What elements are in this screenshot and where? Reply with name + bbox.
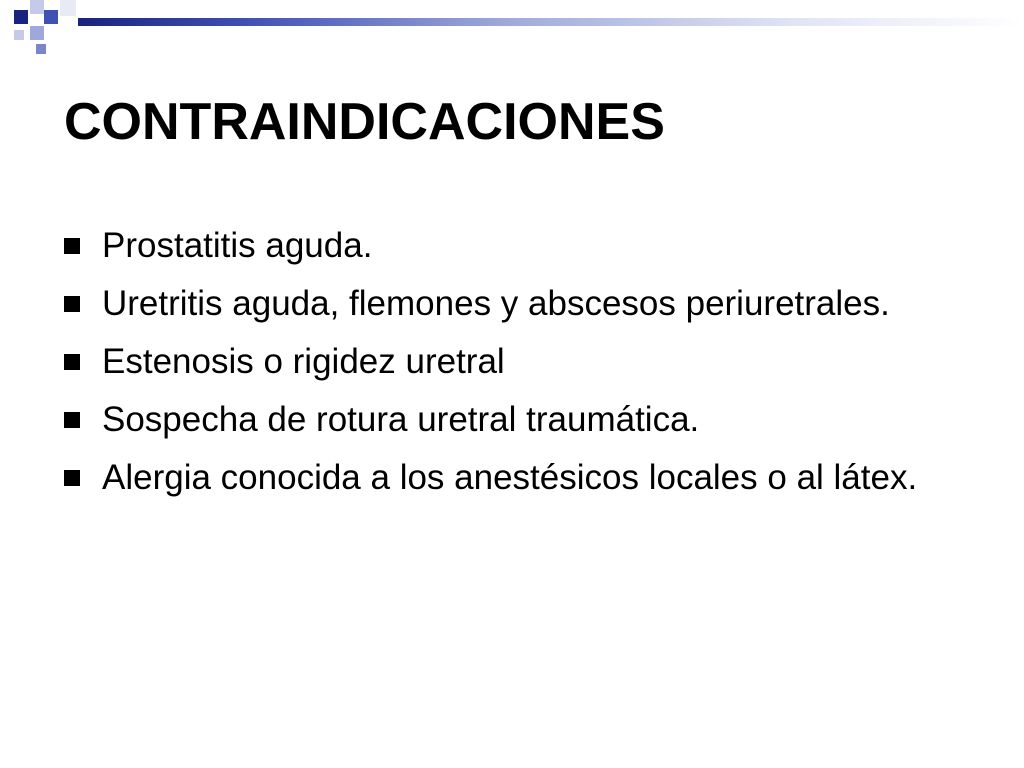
bullet-item: [64, 282, 964, 325]
square-bullet-icon: [64, 238, 80, 254]
bullet-list: [64, 224, 964, 514]
square-bullet-icon: [64, 470, 80, 486]
header-decoration: [0, 0, 1024, 64]
bullet-text: Uretritis aguda, flemones y abscesos periuretrales.: [102, 284, 890, 323]
bullet-text: Sospecha de rotura uretral traumática.: [102, 400, 700, 439]
deco-square-mid: [44, 10, 58, 24]
slide-title: CONTRAINDICACIONES: [64, 93, 665, 151]
deco-square-tiny: [14, 30, 24, 40]
bullet-text: Prostatitis aguda.: [102, 226, 373, 265]
deco-square-dark: [14, 10, 28, 24]
bullet-item: [64, 456, 964, 499]
deco-square-bottom: [36, 44, 46, 54]
header-gradient-bar: [78, 18, 1024, 26]
deco-square-small: [60, 0, 76, 16]
square-bullet-icon: [64, 354, 80, 370]
deco-square-pale: [30, 26, 44, 40]
deco-square-light: [30, 0, 44, 14]
bullet-text: Alergia conocida a los anestésicos locales o al látex.: [102, 458, 918, 497]
bullet-item: [64, 340, 964, 383]
bullet-item: [64, 224, 964, 267]
bullet-item: [64, 398, 964, 441]
square-bullet-icon: [64, 412, 80, 428]
square-bullet-icon: [64, 296, 80, 312]
bullet-text: Estenosis o rigidez uretral: [102, 342, 505, 381]
